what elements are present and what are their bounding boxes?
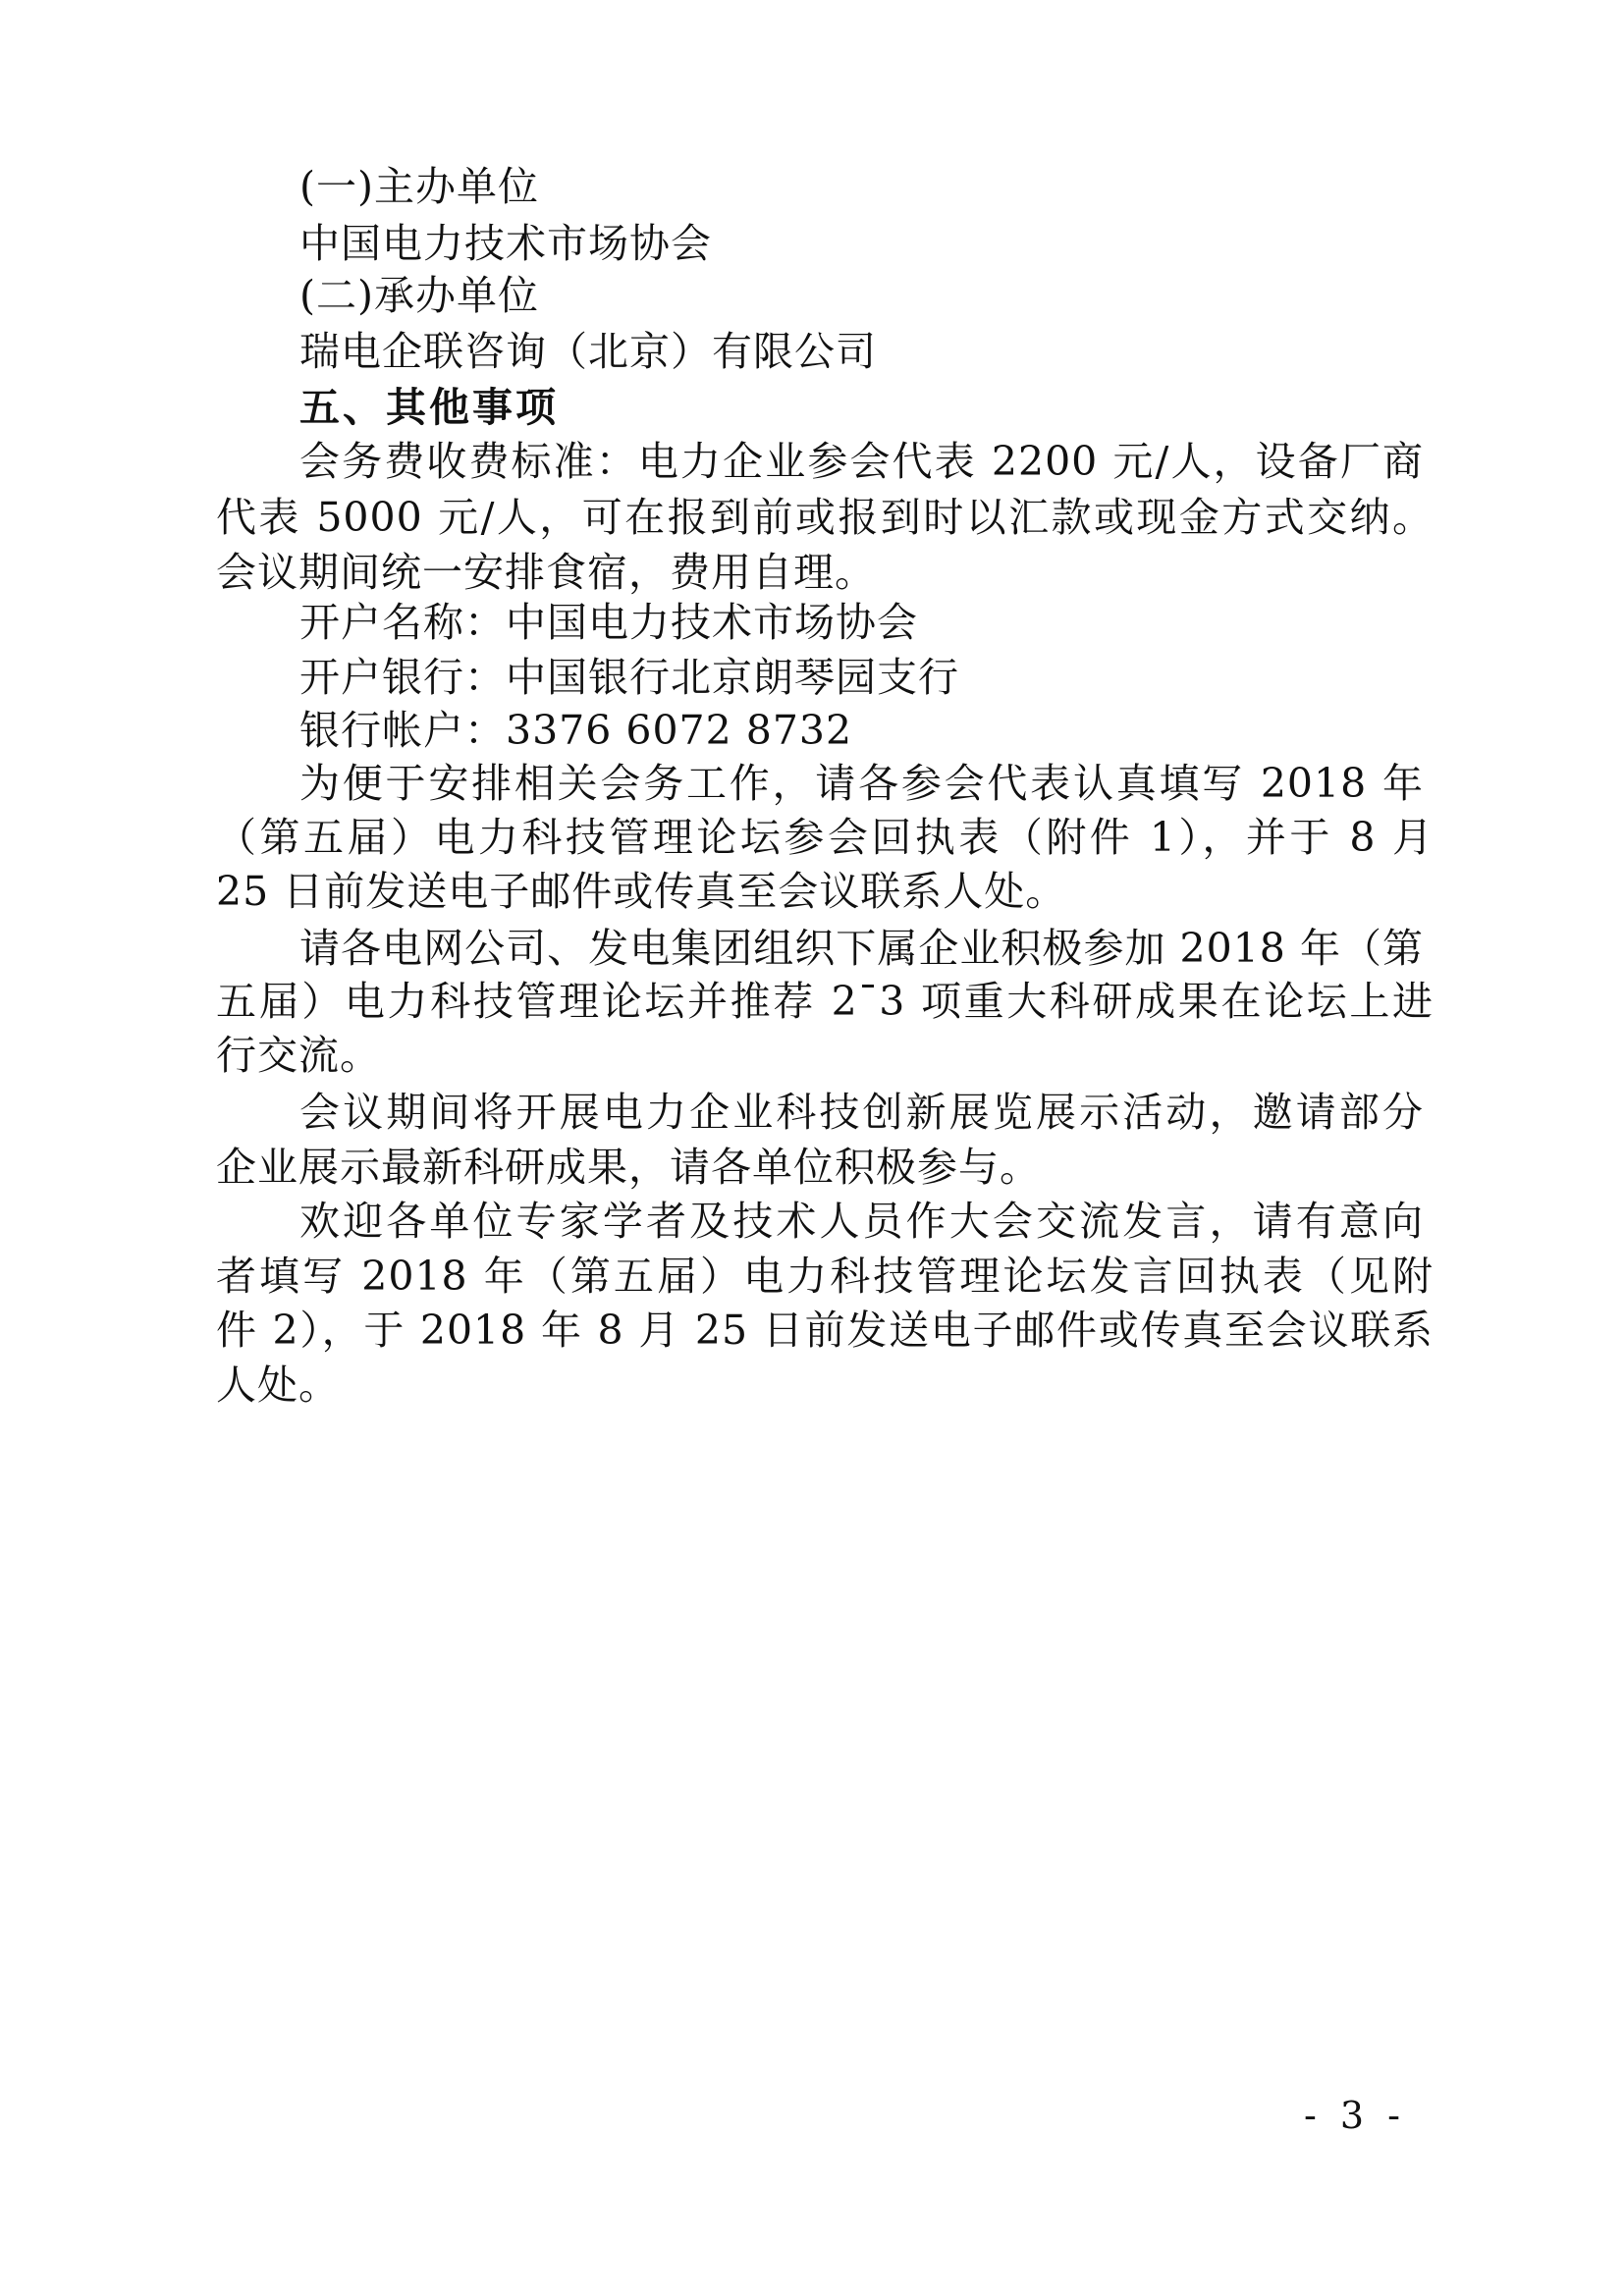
organizer-heading: (一)主办单位 bbox=[299, 163, 539, 210]
speech-line-3: 件 2），于 2018 年 8 月 25 日前发送电子邮件或传真至会议联系 bbox=[216, 1307, 1434, 1354]
co-organizer-name: 瑞电企联咨询（北京）有限公司 bbox=[299, 328, 877, 375]
bank-name: 开户银行：中国银行北京朗琴园支行 bbox=[299, 654, 959, 701]
registration-line-2: （第五届）电力科技管理论坛参会回执表（附件 1），并于 8 月 bbox=[216, 814, 1434, 861]
registration-line-3: 25 日前发送电子邮件或传真至会议联系人处。 bbox=[216, 868, 1067, 915]
organizer-name: 中国电力技术市场协会 bbox=[299, 220, 712, 267]
speech-line-4: 人处。 bbox=[216, 1362, 340, 1409]
speech-line-1: 欢迎各单位专家学者及技术人员作大会交流发言，请有意向 bbox=[299, 1198, 1424, 1245]
recommendation-line-3: 行交流。 bbox=[216, 1032, 381, 1079]
speech-line-2: 者填写 2018 年（第五届）电力科技管理论坛发言回执表（见附 bbox=[216, 1253, 1434, 1300]
recommendation-line-2: 五届）电力科技管理论坛并推荐 2¯3 项重大科研成果在论坛上进 bbox=[216, 978, 1434, 1025]
fee-line-2: 代表 5000 元/人，可在报到前或报到时以汇款或现金方式交纳。 bbox=[216, 494, 1434, 541]
account-number: 银行帐户：3376 6072 8732 bbox=[299, 707, 853, 754]
account-name: 开户名称：中国电力技术市场协会 bbox=[299, 599, 918, 646]
exhibition-line-2: 企业展示最新科研成果，请各单位积极参与。 bbox=[216, 1144, 1041, 1191]
co-organizer-heading: (二)承办单位 bbox=[299, 272, 539, 319]
exhibition-line-1: 会议期间将开展电力企业科技创新展览展示活动，邀请部分 bbox=[299, 1089, 1424, 1136]
page-number: - 3 - bbox=[1304, 2094, 1407, 2137]
section-five-heading: 五、其他事项 bbox=[299, 384, 559, 431]
fee-line-1: 会务费收费标准：电力企业参会代表 2200 元/人，设备厂商 bbox=[299, 438, 1424, 485]
registration-line-1: 为便于安排相关会务工作，请各参会代表认真填写 2018 年 bbox=[299, 760, 1424, 807]
recommendation-line-1: 请各电网公司、发电集团组织下属企业积极参加 2018 年（第 bbox=[299, 925, 1424, 972]
fee-line-3: 会议期间统一安排食宿，费用自理。 bbox=[216, 549, 876, 596]
